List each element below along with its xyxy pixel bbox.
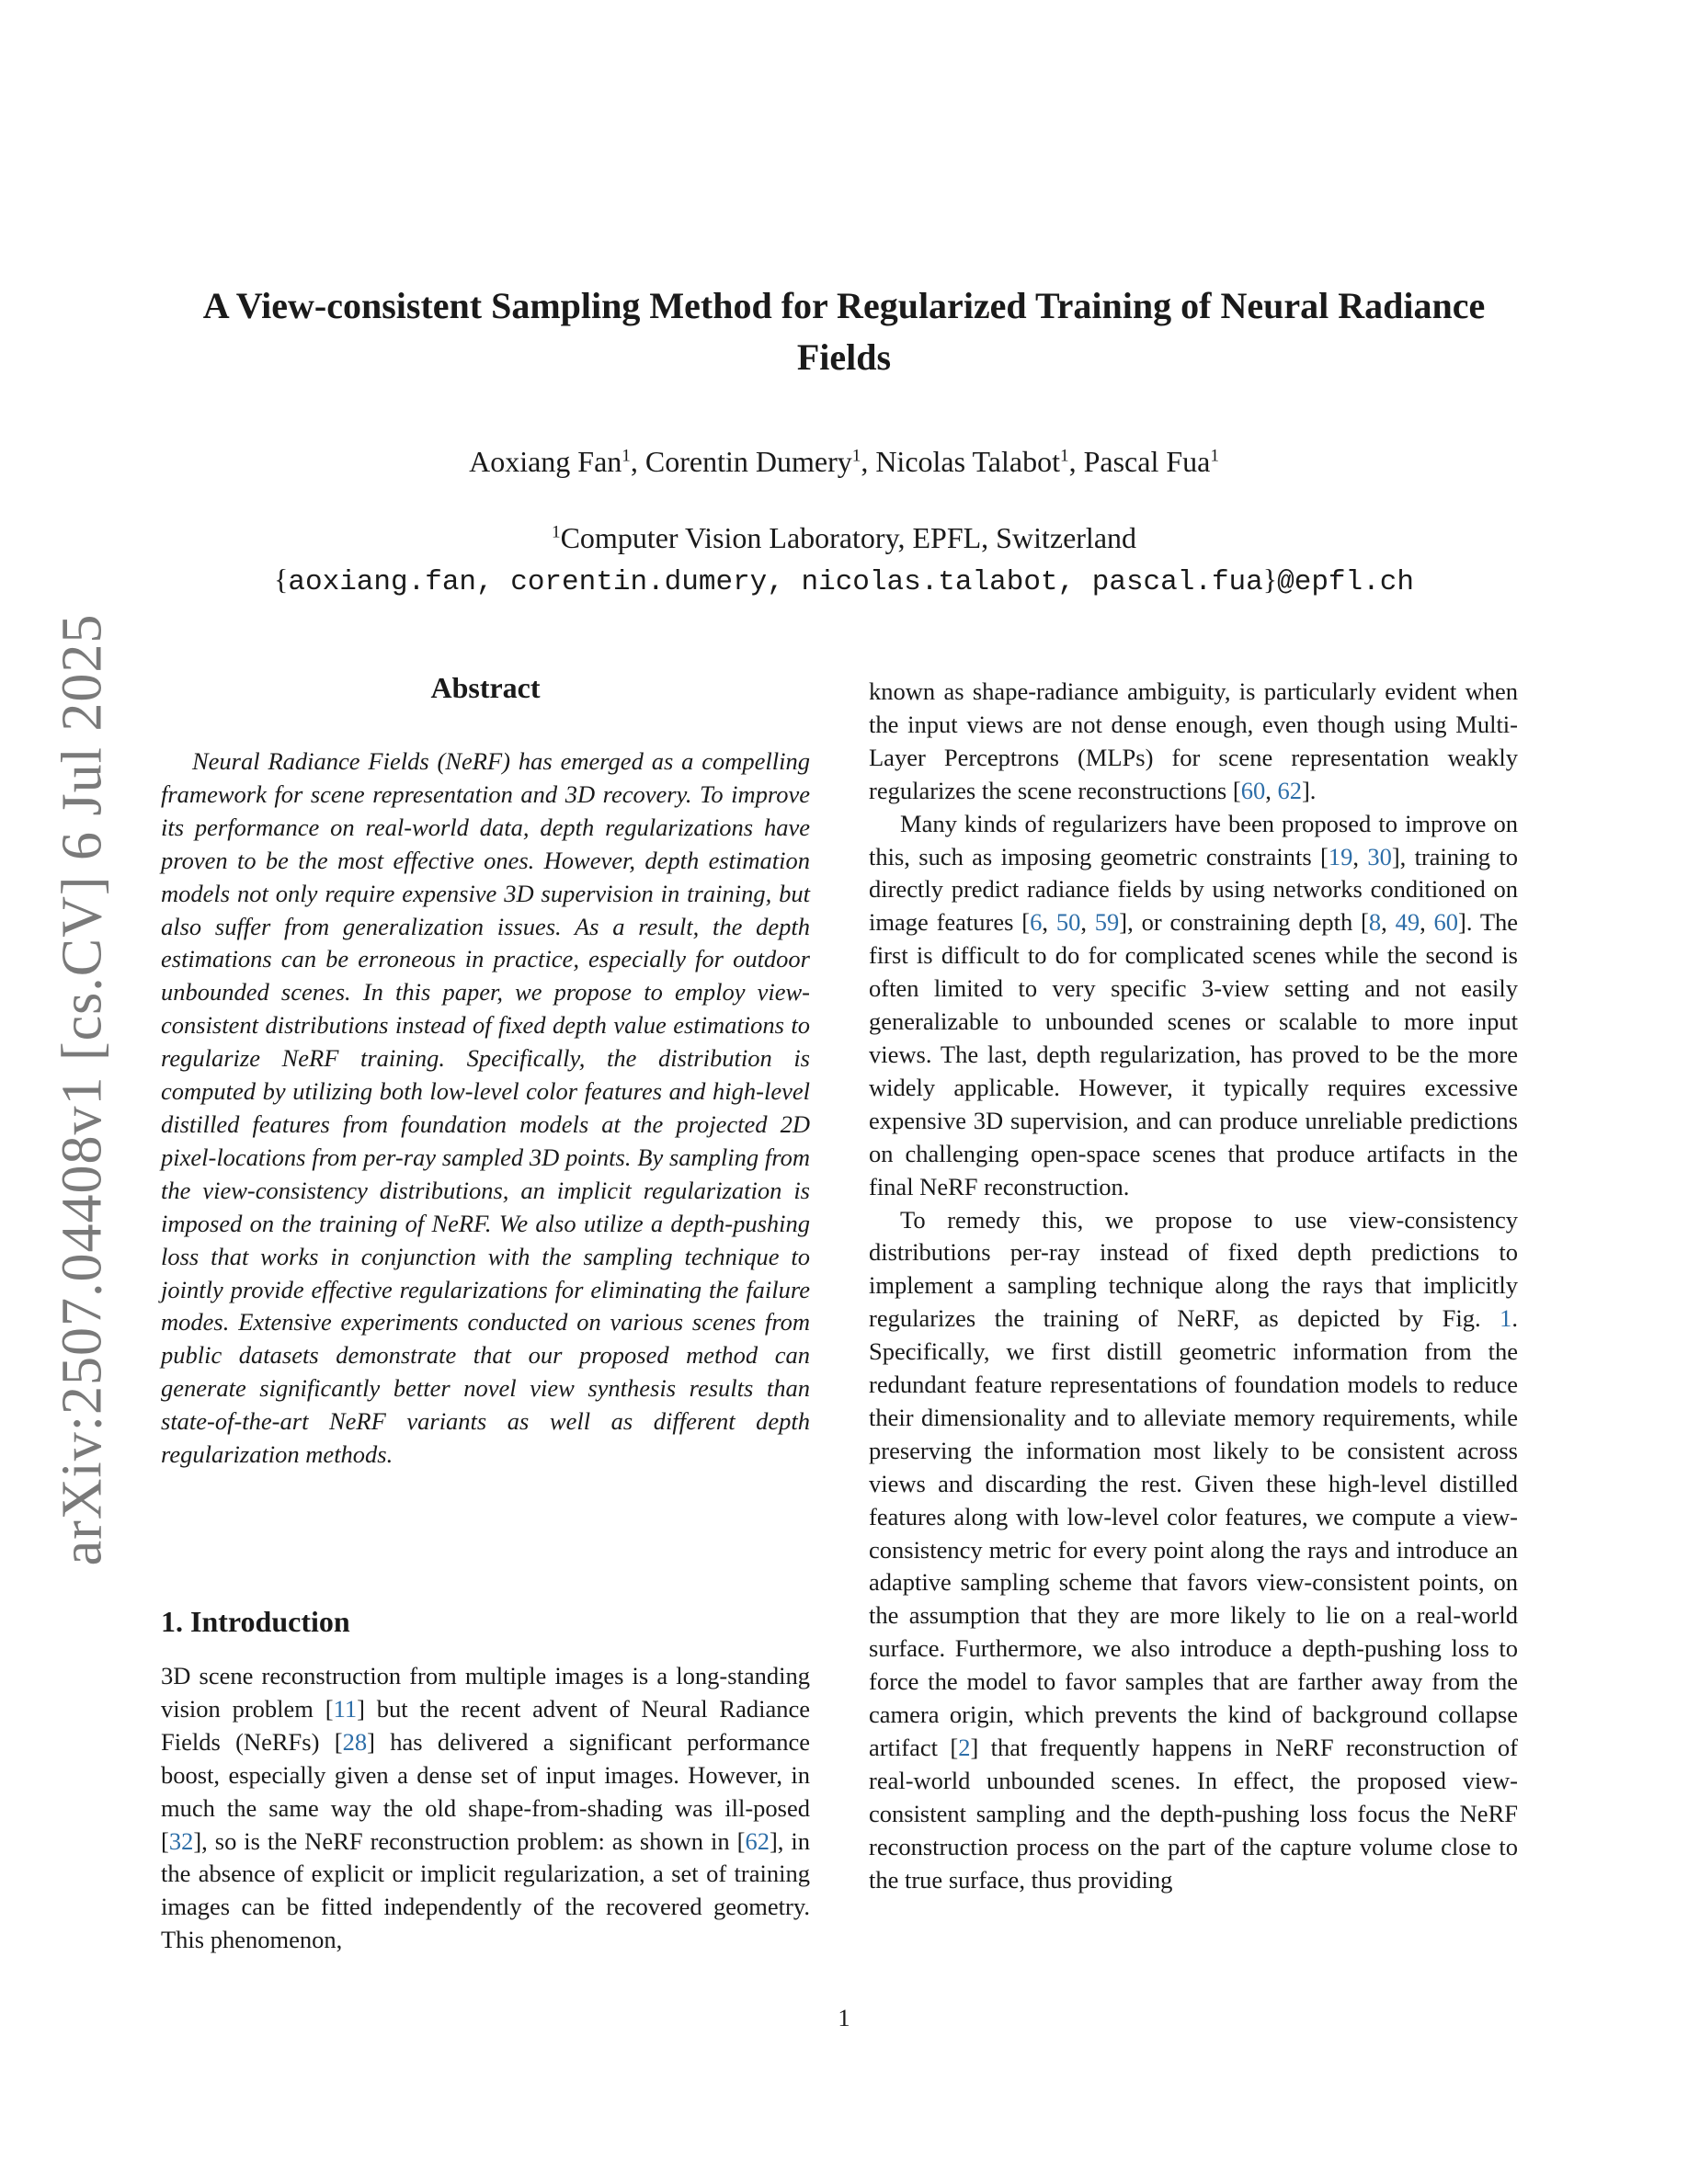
citation-link[interactable]: 8 <box>1368 908 1382 937</box>
right-column <box>869 676 1518 1897</box>
citation-link[interactable]: 60 <box>1240 776 1266 804</box>
page-number: 1 <box>838 2004 850 2031</box>
paragraph-text: ], so is the NeRF reconstruction problem: as shown in [ <box>193 1826 746 1855</box>
paragraph-text: , <box>1381 908 1396 937</box>
author-name: Corentin Dumery <box>644 445 852 478</box>
paragraph-text: , <box>1265 776 1278 804</box>
author-affiliation-mark: 1 <box>622 446 631 466</box>
author-name: Aoxiang Fan <box>469 445 622 478</box>
paragraph-text: , <box>1042 908 1056 937</box>
affiliation-text: Computer Vision Laboratory, EPFL, Switzerland <box>560 521 1137 554</box>
paragraph <box>161 1660 810 1957</box>
author-list: Aoxiang Fan$^1$, Corentin Dumery$^1$, Nicolas Talabot$^1$, Pascal Fua$^1$ <box>469 445 1219 478</box>
affiliation-mark: 1 <box>551 522 561 542</box>
citation-link[interactable]: 19 <box>1328 842 1353 870</box>
citation-link[interactable]: 62 <box>745 1826 770 1855</box>
affiliation <box>184 518 1504 558</box>
intro-paragraph-1-continued <box>869 676 1518 808</box>
citation-link[interactable]: 11 <box>333 1694 358 1723</box>
paragraph-text: ] has delivered a significant performance boost, especially given a dense set of input images. However, in much the same way the old shape-from-shading was ill-posed [ <box>161 1727 810 1855</box>
author-name: Pascal Fua <box>1083 445 1211 478</box>
paragraph-text: known as shape-radiance ambiguity, is particularly evident when the input views are not dense enough, even though using Multi-Layer Perceptrons (MLPs) for scene representation weakly regularizes the scene reconstructions [ <box>869 677 1518 804</box>
citation-link[interactable]: 32 <box>168 1826 194 1855</box>
abstract-heading: Abstract <box>430 671 541 704</box>
citation-link[interactable]: 59 <box>1094 908 1120 937</box>
paragraph-text: 3D scene reconstruction from multiple images is a long-standing vision problem [ <box>161 1662 810 1723</box>
paragraph-text: ]. <box>1301 776 1317 804</box>
paragraph-text: Many kinds of regularizers have been proposed to improve on this, such as imposing geometric constraints [ <box>869 809 1518 870</box>
author-affiliation-mark: 1 <box>1059 446 1069 466</box>
paragraph-text: ], or constraining depth [ <box>1119 908 1369 937</box>
email-domain: @epfl.ch <box>1277 566 1414 598</box>
paragraph-text: ] but the recent advent of Neural Radiance Fields (NeRFs) [ <box>161 1694 810 1756</box>
figure-reference-link[interactable]: 1 <box>1500 1304 1512 1333</box>
paragraph-text: ] that frequently happens in NeRF reconstruction of real-world unbounded scenes. In effect, the proposed view-consistent sampling and the depth-pushing loss focus the NeRF reconstruction process on the part of the capture volume close to the true surface, thus providing <box>869 1734 1518 1894</box>
intro-paragraph-3 <box>869 1204 1518 1897</box>
paragraph-text: , <box>1080 908 1095 937</box>
paragraph-text: To remedy this, we propose to use view-consistency distributions per-ray instead of fixed depth predictions to implement a sampling technique along the rays that implicitly regularizes the training of NeRF, as depicted by Fig. <box>869 1205 1518 1333</box>
paragraph-text: ]. The first is difficult to do for complicated scenes while the second is often limited to very specific 3-view setting and not easily generalizable to unbounded scenes or scalable to more input views. The last, depth regularization, has proved to be the more widely applicable. However, it typically requires excessive expensive 3D supervision, and can produce unreliable predictions on challenging open-space scenes that produce artifacts in the final NeRF reconstruction. <box>869 908 1519 1200</box>
abstract-text: Neural Radiance Fields (NeRF) has emerged as a compelling framework for scene representation and 3D recovery. To improve its performance on real-world data, depth regularizations have proven to be the most effective ones. However, depth estimation models not only require expensive 3D supervision in training, but also suffer from generalization issues. As a result, the depth estimations can be erroneous in practice, especially for outdoor unbounded scenes. In this paper, we propose to employ view-consistent distributions instead of fixed depth value estimations to regularize NeRF training. Specifically, the distribution is computed by utilizing both low-level color features and high-level distilled features from foundation models at the projected 2D pixel-locations from per-ray sampled 3D points. By sampling from the view-consistency distributions, an implicit regularization is imposed on the training of NeRF. We also utilize a depth-pushing loss that works in conjunction with the sampling technique to jointly provide effective regularizations for eliminating the failure modes. Extensive experiments conducted on various scenes from public datasets demonstrate that our proposed method can generate significantly better novel view synthesis results than state-of-the-art NeRF variants as well as different depth regularization methods. <box>161 747 810 1469</box>
author-affiliation-mark: 1 <box>1210 446 1219 466</box>
email-open-brace: { <box>274 563 289 596</box>
email-close-brace: } <box>1262 563 1278 596</box>
arxiv-identifier-text: arXiv:2507.04408v1 [cs.CV] 6 Jul 2025 <box>51 613 114 1565</box>
author-name: Nicolas Talabot <box>875 445 1060 478</box>
paper-title: A View-consistent Sampling Method for Regularized Training of Neural Radiance Fields <box>202 285 1486 378</box>
citation-link[interactable]: 49 <box>1395 908 1420 937</box>
paragraph-text: ], training to directly predict radiance fields by using networks conditioned on image features [ <box>869 842 1518 937</box>
section-heading-introduction: 1. Introduction <box>161 1605 350 1638</box>
citation-link[interactable]: 62 <box>1277 776 1302 804</box>
author-affiliation-mark: 1 <box>851 446 861 466</box>
citation-link[interactable]: 2 <box>958 1734 971 1761</box>
intro-paragraph-2 <box>869 808 1518 1204</box>
paragraph-text: . Specifically, we first distill geometric information from the redundant feature representations of foundation models to reduce their dimensionality and to alleviate memory requirements, while preserving the information most likely to be consistent across views and discarding the rest. Given these high-level distilled features along with low-level color features, we compute a view-consistency metric for every point along the rays and introduce an adaptive sampling scheme that favors view-consistent points, on the assumption that they are more likely to lie on a real-world surface. Furthermore, we also introduce a depth-pushing loss to force the model to favor samples that are farther away from the camera origin, which prevents the kind of background collapse artifact [ <box>869 1304 1518 1761</box>
citation-link[interactable]: 50 <box>1055 908 1081 937</box>
citation-link[interactable]: 28 <box>342 1727 368 1756</box>
paragraph-text: , <box>1420 908 1434 937</box>
paragraph-text: ], in the absence of explicit or implicit regularization, a set of training images can be fitted independently of the recovered geometry. This phenomenon, <box>161 1826 810 1954</box>
citation-link[interactable]: 60 <box>1433 908 1459 937</box>
citation-link[interactable]: 6 <box>1030 908 1043 937</box>
arxiv-identifier <box>44 613 121 1565</box>
intro-paragraph-1 <box>161 1660 810 1957</box>
citation-link[interactable]: 30 <box>1367 842 1392 870</box>
email-usernames: aoxiang.fan, corentin.dumery, nicolas.talabot, pascal.fua <box>288 566 1263 598</box>
author-emails <box>138 559 1550 603</box>
paragraph-text: , <box>1352 842 1368 870</box>
